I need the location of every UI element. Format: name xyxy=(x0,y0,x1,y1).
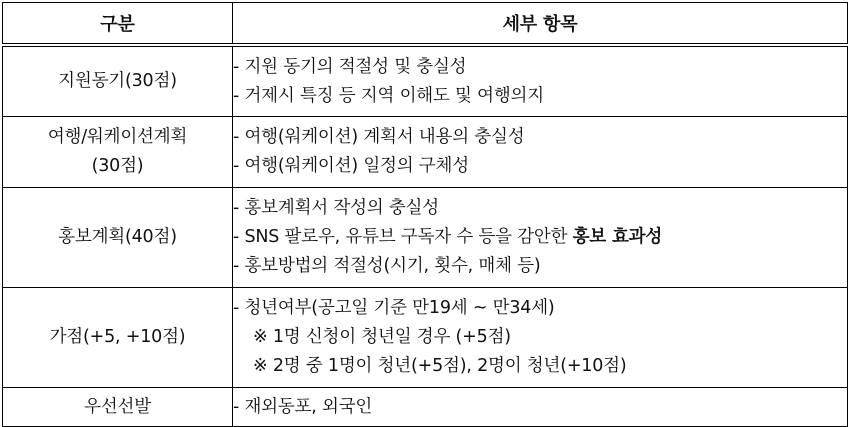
row-category-line2: (30점) xyxy=(91,156,144,176)
table-row xyxy=(3,45,848,117)
item-line-with-emphasis xyxy=(233,223,847,252)
note-line: ※ 1명 신청이 청년일 경우 (+5점) xyxy=(253,327,511,347)
row-category xyxy=(3,117,233,188)
header-details: 세부 항목 xyxy=(233,3,848,46)
table-row xyxy=(3,388,848,427)
table-header-row xyxy=(3,3,848,46)
emphasis-text: 홍보 효과성 xyxy=(572,227,663,247)
header-category: 구분 xyxy=(3,3,233,46)
table-row xyxy=(3,117,848,188)
item-line: - 홍보계획서 작성의 충실성 xyxy=(233,198,439,218)
table-row xyxy=(3,188,848,288)
item-line: - 홍보방법의 적절성(시기, 횟수, 매체 등) xyxy=(233,256,541,276)
item-line: - 재외동포, 외국인 xyxy=(233,396,373,417)
row-category: 지원동기(30점) xyxy=(3,45,233,117)
row-items xyxy=(233,117,848,188)
row-category: 우선선발 xyxy=(3,388,233,427)
table-row xyxy=(3,288,848,388)
item-line: - 청년여부(공고일 기준 만19세 ~ 만34세) xyxy=(233,298,555,318)
row-items xyxy=(233,388,848,427)
note-line: ※ 2명 중 1명이 청년(+5점), 2명이 청년(+10점) xyxy=(253,356,627,376)
item-line: - 거제시 특징 등 지역 이해도 및 여행의지 xyxy=(233,85,544,106)
row-items xyxy=(233,45,848,117)
row-category: 홍보계획(40점) xyxy=(3,188,233,288)
row-category-line1: 여행/워케이션계획 xyxy=(47,127,188,147)
item-line: - 여행(워케이션) 계획서 내용의 충실성 xyxy=(233,127,525,147)
item-line: - 지원 동기의 적절성 및 충실성 xyxy=(233,56,467,77)
row-items xyxy=(233,188,848,288)
row-items xyxy=(233,288,848,388)
evaluation-criteria-table xyxy=(2,2,848,427)
item-text: - SNS 팔로우, 유튜브 구독자 수 등을 감안한 xyxy=(233,227,573,247)
row-category: 가점(+5, +10점) xyxy=(3,288,233,388)
item-line: - 여행(워케이션) 일정의 구체성 xyxy=(233,156,469,176)
